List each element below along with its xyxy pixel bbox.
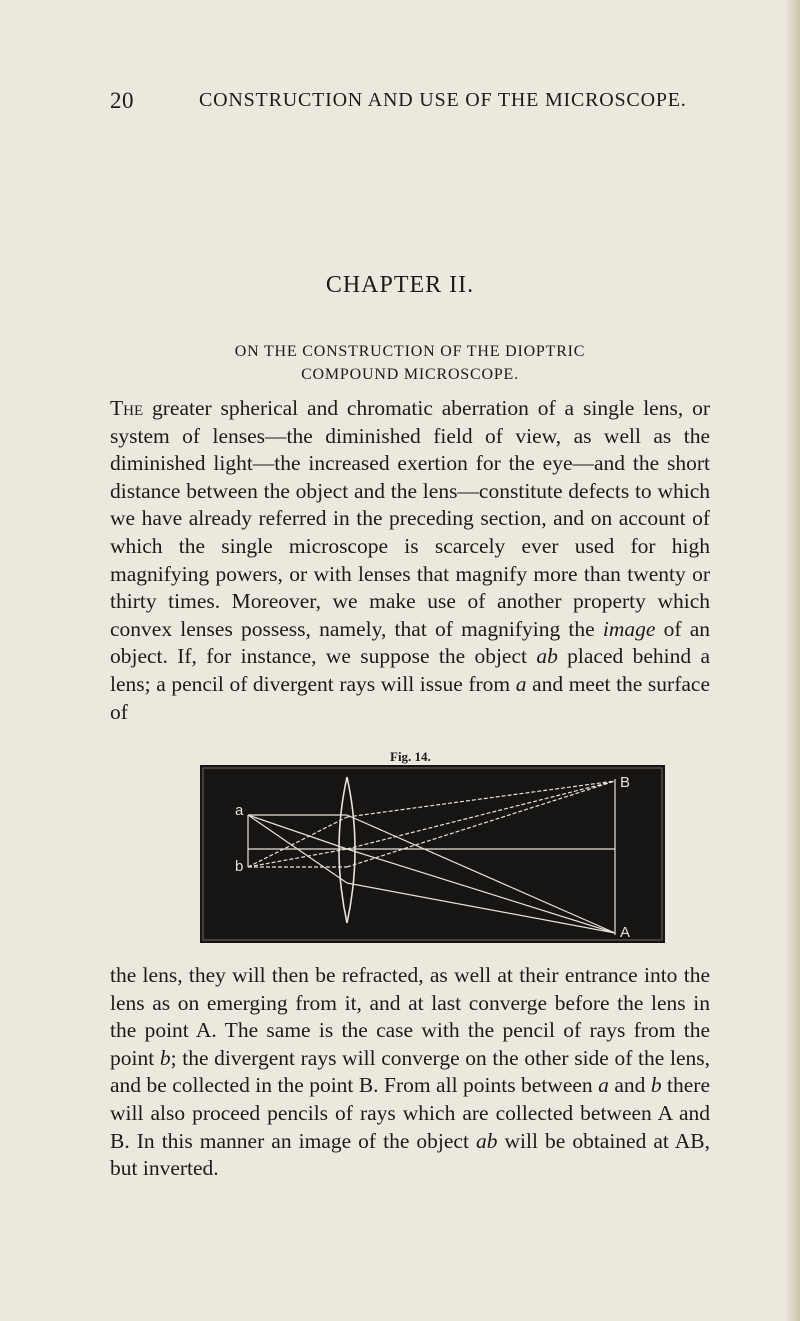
figure-background: [200, 765, 665, 943]
emph-b-1: b: [159, 1045, 171, 1070]
p2-text-a: the lens, they will then be refracted, as well at their entrance into the lens as on emerging from it, and at last converge before the lens in the point A. The same is the case with the pencil of rays from the point: [110, 963, 710, 1070]
p2-text-e: will be obtained at AB, but inverted.: [110, 1128, 710, 1181]
p1-text-c: placed behind a lens; a pencil of divergent rays will issue from: [110, 644, 710, 696]
p2-text-c: and: [608, 1073, 651, 1098]
page-edge-shadow: [784, 0, 800, 1321]
emph-image: image: [602, 616, 656, 641]
lens-diagram: [200, 765, 665, 943]
emph-b-2: b: [650, 1073, 662, 1098]
label-A: A: [620, 924, 631, 941]
chapter-subtitle: ON THE CONSTRUCTION OF THE DIOPTRIC COMPOUND MICROSCOPE.: [234, 343, 586, 383]
label-B: B: [620, 774, 631, 791]
p1-text-b: of an object. If, for instance, we suppose the object: [110, 616, 711, 669]
paragraph-2: [110, 962, 710, 1183]
p2-text-d: there will also proceed pencils of rays which are collected between A and B. In this manner an image of the object: [110, 1073, 711, 1153]
figure-caption: Fig. 14.: [390, 749, 431, 764]
emph-ab: ab: [536, 644, 558, 669]
p2-text-b: ; the divergent rays will converge on the other side of the lens, and be collected in the point B. From all points between: [110, 1045, 710, 1098]
emph-ab-2: ab: [475, 1128, 498, 1153]
chapter-heading: CHAPTER II.: [325, 272, 475, 298]
label-b: b: [235, 858, 244, 875]
paragraph-1: [110, 395, 710, 726]
label-a: a: [235, 802, 244, 819]
p1-text-d: and meet the surface of: [110, 671, 710, 724]
running-title: CONSTRUCTION AND USE OF THE MICROSCOPE.: [199, 89, 687, 111]
p1-text-a: greater spherical and chromatic aberration of a single lens, or system of lenses—the diminished field of view, as well as the diminished light—the increased exertion for the eye—and the short distance between the object and the lens—constitute defects to which we have already referred in the preceding section, and on account of which the single microscope is scarcely ever used for high magnifying powers, or with lenses that magnify more than twenty or thirty times. Moreover, we make use of another property which convex lenses possess, namely, that of magnifying the: [110, 396, 710, 641]
emph-a-2: a: [598, 1073, 609, 1098]
page-number: 20: [110, 88, 134, 113]
emph-a: a: [515, 671, 527, 696]
lead-word: The: [110, 396, 144, 420]
